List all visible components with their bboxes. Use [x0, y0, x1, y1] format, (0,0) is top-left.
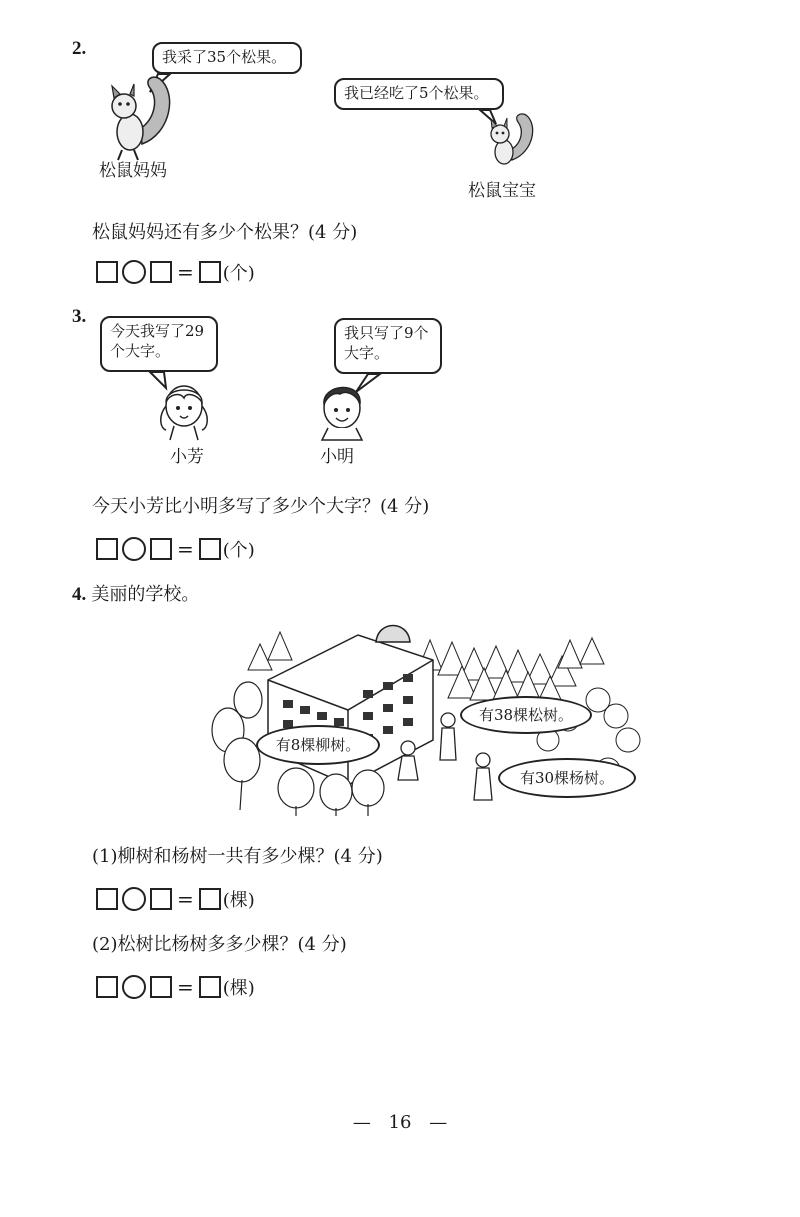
unit-label: (个): [222, 540, 255, 561]
speech-bubble-poplar: [498, 758, 636, 798]
answer-box-1[interactable]: [96, 888, 118, 910]
equals-sign: =: [177, 975, 194, 999]
question-4-header: [72, 580, 199, 606]
question-2-text: 松鼠妈妈还有多少个松果？(4 分): [92, 222, 358, 243]
question-3-answer-row: [96, 536, 255, 562]
equals-sign: =: [177, 260, 194, 284]
bubble-text: 有30棵杨树。: [519, 769, 615, 787]
question-4-number: 4.: [72, 584, 87, 605]
bubble-text: 有8棵柳树。: [275, 736, 361, 754]
question-3-number: 3.: [72, 306, 87, 327]
question-4-sub2-answer-row: [96, 974, 255, 1000]
name-xiaoming: 小明: [320, 447, 354, 467]
speech-bubble-willow: [256, 725, 380, 765]
page-footer: [348, 1112, 452, 1133]
unit-label: (个): [222, 263, 255, 284]
answer-box-1[interactable]: [96, 538, 118, 560]
unit-label: (棵): [222, 978, 255, 999]
bubble-text: 有38棵松树。: [478, 706, 574, 724]
bubble-text: 我已经吃了5个松果。: [344, 84, 489, 102]
name-squirrel-mom: 松鼠妈妈: [99, 161, 167, 181]
question-4-title: 美丽的学校。: [91, 584, 200, 605]
operator-circle[interactable]: [122, 537, 146, 561]
name-squirrel-baby: 松鼠宝宝: [468, 181, 536, 201]
equals-sign: =: [177, 537, 194, 561]
answer-box-result[interactable]: [199, 888, 221, 910]
question-3-text: 今天小芳比小明多写了多少个大字？(4 分): [92, 496, 430, 517]
answer-box-2[interactable]: [150, 888, 172, 910]
answer-box-2[interactable]: [150, 976, 172, 998]
operator-circle[interactable]: [122, 887, 146, 911]
question-2-number: 2.: [72, 38, 87, 59]
bubble-line-1: 今天我写了29: [110, 322, 205, 340]
unit-label: (棵): [222, 890, 255, 911]
bubble-line-2: 个大字。: [110, 342, 171, 360]
page-dash-left: —: [352, 1112, 371, 1133]
question-4-sub1-text: (1)柳树和杨树一共有多少棵？(4 分): [92, 846, 383, 867]
page-number: 16: [388, 1112, 412, 1133]
name-xiaofang: 小芳: [170, 447, 204, 467]
question-4-sub2-text: (2)松树比杨树多多少棵？(4 分): [92, 934, 347, 955]
page-dash-right: —: [429, 1112, 448, 1133]
bubble-line-1: 我只写了9个: [344, 324, 429, 342]
answer-box-1[interactable]: [96, 976, 118, 998]
xiaoming-illustration: [312, 380, 372, 442]
answer-box-result[interactable]: [199, 538, 221, 560]
answer-box-2[interactable]: [150, 538, 172, 560]
equals-sign: =: [177, 887, 194, 911]
bubble-line-2: 大字。: [344, 344, 390, 362]
operator-circle[interactable]: [122, 975, 146, 999]
bubble-text: 我采了35个松果。: [162, 48, 287, 66]
answer-box-result[interactable]: [199, 976, 221, 998]
speech-bubble-pine: [460, 696, 592, 734]
question-4-sub1-answer-row: [96, 886, 255, 912]
